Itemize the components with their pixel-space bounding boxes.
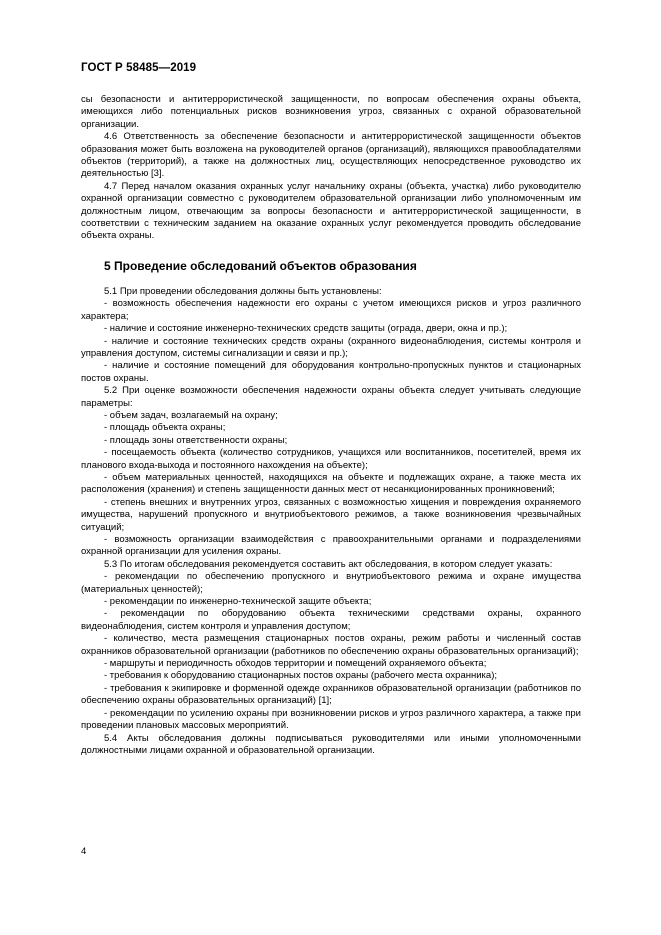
- list-item: - возможность обеспечения надежности его охраны с учетом имеющихся рисков и угроз различного характера;: [81, 298, 581, 322]
- document-body: [81, 94, 581, 757]
- list-item: - рекомендации по инженерно-технической защите объекта;: [104, 596, 372, 608]
- list-item: - объем задач, возлагаемый на охрану;: [104, 409, 278, 421]
- paragraph-5-1: 5.1 При проведении обследования должны быть установлены:: [104, 285, 382, 297]
- paragraph-5-4: 5.4 Акты обследования должны подписываться руководителями или иными уполномоченными должностными лицами охранной и образовательной организации.: [81, 732, 581, 756]
- section-heading: 5 Проведение обследований объектов образования: [104, 258, 417, 273]
- list-item: - степень внешних и внутренних угроз, связанных с возможностью хищения и повреждения охраняемого имущества, нарушений пропускного и внутриобъектового режимов, а также возникновения чрезвычайных ситуаций;: [81, 496, 581, 533]
- paragraph-5-3: 5.3 По итогам обследования рекомендуется составить акт обследования, в котором следует указать:: [104, 558, 553, 570]
- list-item: - площадь объекта охраны;: [104, 422, 226, 434]
- page-number: 4: [81, 846, 87, 857]
- list-item: - требования к оборудованию стационарных постов охраны (рабочего места охранника);: [104, 670, 498, 682]
- list-item: - требования к экипировке и форменной одежде охранников образовательной организации (работников по обеспечению охраны образовательных организаций) [1];: [81, 682, 581, 707]
- list-item: - возможность организации взаимодействия с правоохранительными органами и подразделениями охранной организации для усиления охраны.: [81, 534, 581, 558]
- document-code-header: ГОСТ Р 58485—2019: [81, 62, 197, 74]
- list-item: - рекомендации по усилению охраны при возникновении рисков и угроз различного характера, а также при проведении плановых массовых мероприятий.: [81, 707, 581, 732]
- list-item: - посещаемость объекта (количество сотрудников, учащихся или воспитанников, посетителей, время их планового входа-выхода и постоянного нахождения на объекте);: [81, 447, 581, 471]
- list-item: - площадь зоны ответственности охраны;: [104, 434, 288, 446]
- list-item: - рекомендации по оборудованию объекта техническими средствами охраны, охранного видеонаблюдения, систем контроля и управления доступом;: [81, 608, 581, 632]
- list-item: - количество, места размещения стационарных постов охраны, режим работы и численный состав охранников образовательной организации (работников по обеспечению охраны образовательных организаций);: [81, 633, 581, 657]
- paragraph-5-2: 5.2 При оценке возможности обеспечения надежности охраны объекта следует учитывать следующие параметры:: [81, 385, 581, 409]
- list-item: - наличие и состояние помещений для оборудования контрольно-пропускных пунктов и стационарных постов охраны.: [81, 360, 581, 384]
- list-item: - рекомендации по обеспечению пропускного и внутриобъектового режима и охране имущества (материальных ценностей);: [81, 571, 581, 595]
- list-item: - маршруты и периодичность обходов территории и помещений охраняемого объекта;: [104, 658, 487, 670]
- list-item: - наличие и состояние технических средств охраны (охранного видеонаблюдения, системы контроля и управления доступом, системы сигнализации и связи и пр.);: [81, 335, 581, 359]
- list-item: - наличие и состояние инженерно-технических средств защиты (ограда, двери, окна и пр.);: [104, 323, 508, 335]
- paragraph-4-6: 4.6 Ответственность за обеспечение безопасности и антитеррористической защищенности объектов образования может быть возложена на руководителей органов (организаций), являющихся правообладателями объектов (территорий), а также на должностных лиц, осуществляющих непосредственное руководство их деятельностью [3].: [81, 131, 581, 180]
- list-item: - объем материальных ценностей, находящихся на объекте и подлежащих охране, а также места их расположения (хранения) и степень защищенности данных мест от несанкционированных проникновений;: [81, 471, 581, 496]
- paragraph-4-7: 4.7 Перед началом оказания охранных услуг начальнику охраны (объекта, участка) либо руководителю охранной организации совместно с руководителем образовательной организации либо уполномоченным им должностным лицом, отвечающим за вопросы безопасности и антитеррористической защищенности, в соответствии с техническим заданием на оказание охранных услуг рекомендуется проводить обследование объекта охраны.: [81, 180, 581, 242]
- paragraph-continuation: сы безопасности и антитеррористической защищенности, по вопросам обеспечения охраны объекта, имеющихся либо потенциальных рисков возникновения угроз, связанных с охраной образовательной организации.: [81, 94, 581, 130]
